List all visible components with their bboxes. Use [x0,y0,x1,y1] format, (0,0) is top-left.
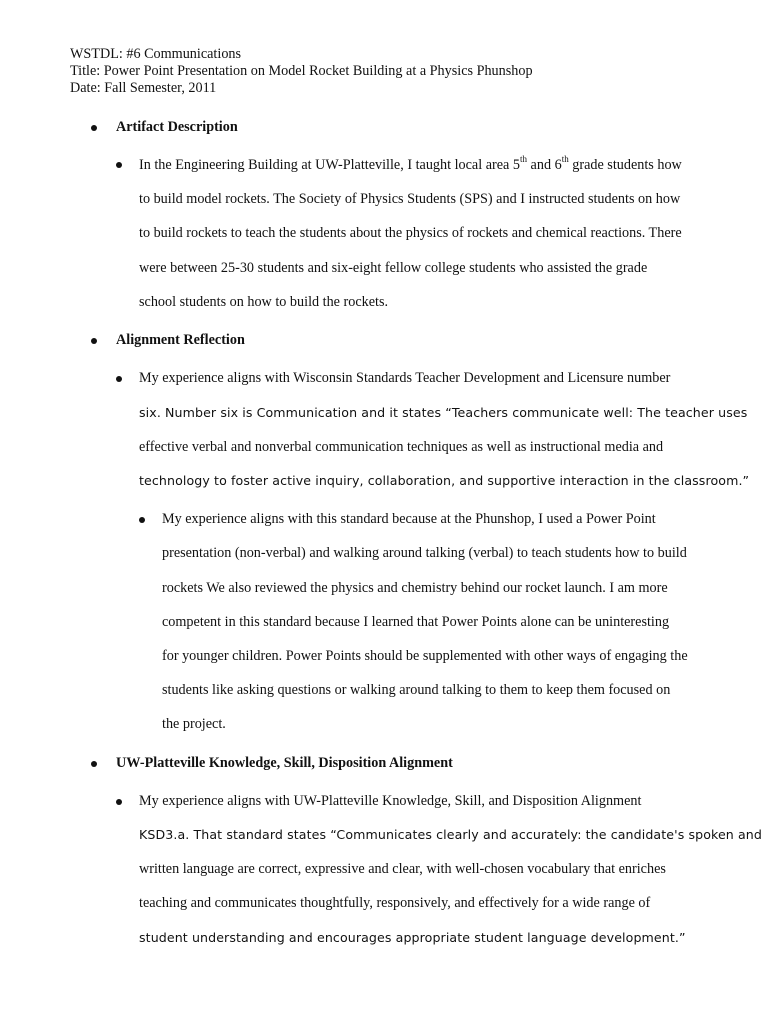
section-heading-artifact: Artifact Description [116,119,238,135]
artifact-line-2: to build model rockets. The Society of Physics Students (SPS) and I instructed students on how [139,191,681,207]
alignment-line-2: six. Number six is Communication and it states “Teachers communicate well: The teacher uses [139,405,748,420]
uwp-line-1: My experience aligns with UW-Platteville Knowledge, Skill, and Disposition Alignment [139,793,642,809]
alignment-line-4: technology to foster active inquiry, collaboration, and supportive interaction in the classroom.” [139,473,750,488]
artifact-line-3: to build rockets to teach the students about the physics of rockets and chemical reactions. There [139,225,682,241]
bullet-icon [139,517,145,523]
bullet-icon [116,799,122,805]
uwp-line-2: KSD3.a. That standard states “Communicates clearly and accurately: the candidate's spoken and [139,827,762,842]
uwp-line-5: student understanding and encourages appropriate student language development.” [139,930,686,945]
artifact-line-1: In the Engineering Building at UW-Platteville, I taught local area 5th and 6th grade students how [139,154,682,173]
section-heading-alignment: Alignment Reflection [116,332,245,348]
alignment-sub-line-5: for younger children. Power Points should be supplemented with other ways of engaging the [162,648,688,664]
bullet-icon [91,338,97,344]
alignment-sub-line-6: students like asking questions or walking around talking to them to keep them focused on [162,682,671,698]
header-title: Title: Power Point Presentation on Model Rocket Building at a Physics Phunshop [70,63,533,79]
bullet-icon [116,162,122,168]
header-standard: WSTDL: #6 Communications [70,46,242,62]
header-date: Date: Fall Semester, 2011 [70,80,217,96]
document-header [70,46,533,97]
bullet-icon [91,761,97,767]
alignment-sub-line-2: presentation (non-verbal) and walking around talking (verbal) to teach students how to build [162,545,687,561]
artifact-line-5: school students on how to build the rockets. [139,294,389,310]
uwp-line-4: teaching and communicates thoughtfully, responsively, and effectively for a wide range of [139,895,651,911]
alignment-sub-line-1: My experience aligns with this standard because at the Phunshop, I used a Power Point [162,511,656,527]
alignment-line-3: effective verbal and nonverbal communication techniques as well as instructional media and [139,439,664,455]
bullet-icon [116,376,122,382]
uwp-line-3: written language are correct, expressive and clear, with well-chosen vocabulary that enriches [139,861,666,877]
alignment-line-1: My experience aligns with Wisconsin Standards Teacher Development and Licensure number [139,370,671,386]
section-heading-uwp: UW-Platteville Knowledge, Skill, Disposition Alignment [116,755,453,771]
alignment-sub-line-3: rockets We also reviewed the physics and chemistry behind our rocket launch. I am more [162,580,668,596]
artifact-line-4: were between 25-30 students and six-eight fellow college students who assisted the grade [139,260,648,276]
alignment-sub-line-4: competent in this standard because I learned that Power Points alone can be uninteresting [162,614,670,630]
alignment-sub-line-7: the project. [162,716,226,732]
bullet-icon [91,125,97,131]
